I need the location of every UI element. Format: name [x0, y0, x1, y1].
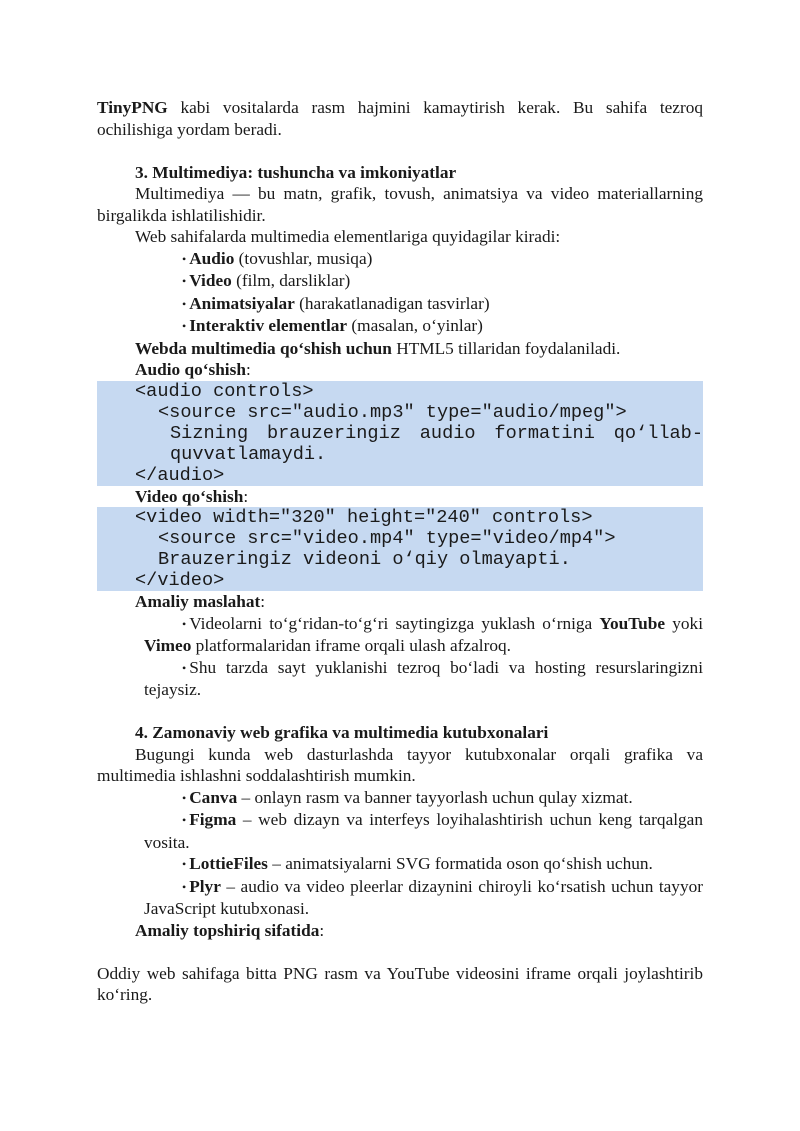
list-item-bold: Animatsiyalar [189, 293, 295, 313]
section4-heading: 4. Zamonaviy web grafika va multimedia kutubxonalari [135, 723, 549, 742]
list-item [97, 270, 703, 293]
list-item-bold: Figma [189, 810, 237, 829]
bullet-icon: • [182, 251, 187, 266]
list-item-text: (harakatlanadigan tasvirlar) [294, 293, 490, 313]
list-item-text: – audio va video pleerlar dizaynini chiroyli ko‘rsatish uchun tayyor JavaScript kutubxonasi. [144, 876, 703, 918]
list-item-bold: Video [189, 271, 232, 290]
code-line: </video> [135, 570, 225, 591]
list-item [97, 293, 703, 316]
list-item [97, 613, 703, 657]
list-item-text: (film, darsliklar) [231, 271, 351, 290]
audio-code-block [97, 381, 703, 486]
list-item-bold: Interaktiv elementlar [189, 316, 348, 335]
video-label [97, 486, 703, 508]
spacer [97, 140, 703, 162]
audio-label [97, 359, 703, 381]
document-body [97, 97, 703, 1006]
final-paragraph: Oddiy web sahifaga bitta PNG rasm va YouTube videosini iframe orqali joylashtirib ko‘ring. [97, 963, 703, 1004]
list-item-bold: Plyr [189, 876, 221, 896]
video-label-bold: Video qo‘shish [135, 486, 244, 506]
tip-label [97, 591, 703, 613]
task-label [97, 920, 703, 942]
bullet-icon: • [182, 660, 187, 675]
tip-bold: YouTube [599, 613, 666, 633]
code-line: <video width="320" height="240" controls> [135, 507, 593, 528]
list-item-bold: Canva [189, 787, 238, 807]
intro-text: kabi vositalarda rasm hajmini kamaytirish kerak. Bu sahifa tezroq ochilishiga yordam beradi. [97, 98, 703, 139]
code-line: <source src="audio.mp3" type="audio/mpeg"> [158, 401, 627, 423]
list-item [97, 809, 703, 853]
audio-label-colon: : [245, 360, 251, 379]
list-item [97, 876, 703, 920]
list-item-text: – web dizayn va interfeys loyihalashtirish uchun keng tarqalgan vosita. [144, 810, 703, 852]
bullet-icon: • [182, 319, 187, 333]
section3-para1: Multimediya — bu matn, grafik, tovush, animatsiya va video materiallarning birgalikda ishlatilishidir. [97, 184, 703, 225]
task-label-bold: Amaliy topshiriq sifatida [135, 920, 320, 940]
section3-para2: Web sahifalarda multimedia elementlariga quyidagilar kiradi: [135, 227, 561, 246]
list-item-text: (masalan, o‘yinlar) [347, 316, 483, 335]
bullet-icon: • [182, 857, 187, 871]
bullet-icon: • [182, 274, 187, 288]
list-item [97, 657, 703, 701]
spacer [97, 701, 703, 723]
tip-bold: Vimeo [144, 636, 192, 655]
list-item-text: – animatsiyalarni SVG formatida oson qo‘shish uchun. [267, 854, 653, 873]
code-line: </audio> [135, 464, 225, 486]
code-line: <audio controls> [135, 380, 314, 402]
bullet-icon: • [182, 790, 187, 805]
tip-text: yoki [665, 613, 703, 633]
html5-text: HTML5 tillaridan foydalaniladi. [391, 338, 621, 358]
html5-bold: Webda multimedia qo‘shish uchun [135, 338, 392, 358]
intro-bold: TinyPNG [97, 98, 168, 117]
bullet-icon: • [182, 813, 187, 827]
list-item [97, 315, 703, 338]
html5-paragraph [97, 338, 703, 360]
tip-label-bold: Amaliy maslahat [135, 592, 261, 611]
intro-paragraph [97, 97, 703, 140]
list-item [97, 248, 703, 271]
video-code-block [97, 507, 703, 591]
audio-label-bold: Audio qo‘shish [135, 360, 246, 379]
code-line: <source src="video.mp4" type="video/mp4"> [158, 528, 616, 549]
tip-label-colon: : [260, 592, 266, 611]
section4-para1: Bugungi kunda web dasturlashda tayyor kutubxonalar orqali grafika va multimedia ishlashni soddalashtirish mumkin. [97, 744, 703, 785]
list-item-bold: LottieFiles [189, 854, 268, 873]
video-label-colon: : [243, 486, 249, 506]
tip-text: Videolarni to‘g‘ridan-to‘g‘ri saytingizga yuklash o‘rniga [189, 613, 600, 633]
list-item-bold: Audio [189, 248, 235, 268]
code-line: Brauzeringiz videoni o‘qiy olmayapti. [158, 549, 571, 570]
code-line: Sizning brauzeringiz audio formatini qo‘llab-quvvatlamaydi. [170, 422, 703, 465]
list-item-text: – onlayn rasm va banner tayyorlash uchun qulay xizmat. [237, 787, 633, 807]
tip-text: platformalaridan iframe orqali ulash afzalroq. [191, 636, 511, 655]
bullet-icon: • [182, 879, 187, 894]
task-label-colon: : [319, 920, 325, 940]
bullet-icon: • [182, 296, 187, 311]
list-item [97, 787, 703, 810]
list-item-text: (tovushlar, musiqa) [234, 248, 373, 268]
tip-text: Shu tarzda sayt yuklanishi tezroq bo‘ladi va hosting resurslaringizni tejaysiz. [144, 657, 703, 699]
bullet-icon: • [182, 616, 187, 631]
list-item [97, 853, 703, 876]
section3-heading: 3. Multimediya: tushuncha va imkoniyatlar [135, 162, 457, 182]
spacer [97, 941, 703, 963]
